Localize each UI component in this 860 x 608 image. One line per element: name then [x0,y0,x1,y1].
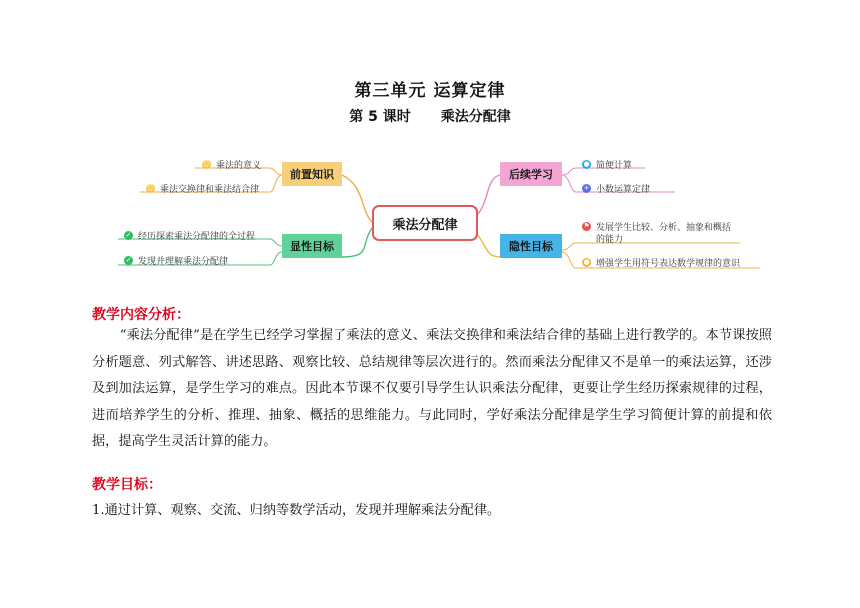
check-icon: ✓ [125,231,132,239]
analysis-heading: 教学内容分析： [92,307,190,323]
connector-prior [342,175,372,222]
bulb-icon: ● [583,258,590,266]
analysis-paragraph: “乘法分配律”是在学生已经学习掌握了乘法的意义、乘法交换律和乘法结合律的基础上进行教学的。本节课按照分析题意、列式解答、讲述思路、观察比较、总结规律等层次进行的。然而乘法分配律又不是单一的乘法运算，还涉及到加法运算，是学生学习的难点。因此本节课不仅要引导学生认识乘法分配律，更要让学生经历探索规律的过程，进而培养学生的分析、推理、抽象、概括的思维能力。与此同时，学好乘法分配律是学生学习简便计算的前提和依据，提高学生灵活计算的能力。 [92,328,772,449]
goal-item-1: 1.通过计算、观察、交流、归纳等数学活动，发现并理解乘法分配律。 [92,503,501,518]
check-icon: ✓ [125,256,132,264]
goals-heading: 教学目标： [92,477,162,493]
leaf-prior-2: ☺ 乘法交换律和乘法结合律 [146,184,260,195]
lesson-name: 乘法分配律 [440,109,511,125]
branch-prior: 前置知识 [282,162,342,186]
leaf-explicit-1: ✓ 经历探索乘法分配律的全过程 [125,231,256,242]
smile-icon: ☺ [202,160,211,168]
center-node: 乘法分配律 [372,205,478,241]
flag-icon: ⚑ [583,222,590,230]
smile-icon: ☺ [146,184,155,192]
branch-explicit: 显性目标 [282,234,342,258]
leaf-implicit-2: ● 增强学生用符号表达数学规律的意识 [583,258,741,269]
lesson-number: 第 5 课时 [349,109,411,125]
mind-map [110,150,770,280]
circle-icon: ● [583,160,590,168]
lesson-title [0,106,860,126]
leaf-implicit-1-cont: 的能力 [596,235,624,245]
leaf-prior-1: ☺ 乘法的意义 [202,160,262,171]
leaf-follow-1: ● 简便计算 [583,160,633,171]
leaf-explicit-2: ✓ 发现并理解乘法分配律 [125,256,229,267]
branch-follow: 后续学习 [500,162,562,186]
connector-explicit [342,228,372,257]
plus-circle-icon: + [583,184,590,192]
unit-title: 第三单元 运算定律 [354,81,506,101]
leaf-implicit-1: ⚑ 发展学生比较、分析、抽象和概括 [583,222,732,233]
branch-implicit: 隐性目标 [500,234,562,258]
leaf-follow-2: + 小数运算定律 [583,184,651,195]
